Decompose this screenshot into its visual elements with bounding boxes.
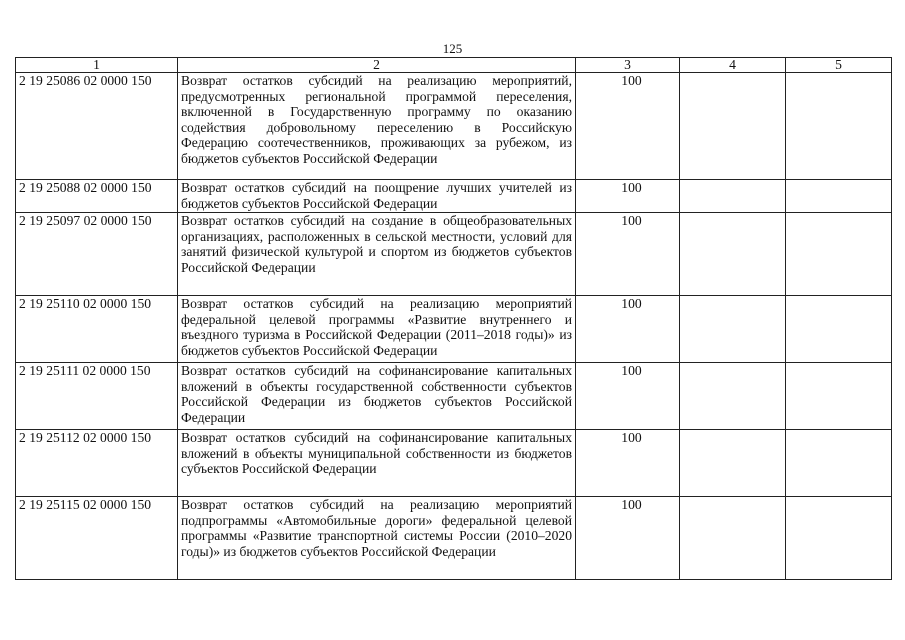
budget-table — [15, 57, 892, 580]
amount-value: 100 — [621, 180, 642, 195]
amount-cell — [576, 363, 680, 430]
empty-cell-col5 — [786, 180, 892, 213]
column-header-1: 1 — [16, 58, 178, 73]
row-description: Возврат остатков субсидий на реализацию мероприятий подпрограммы «Автомобильные дороги» федеральной целевой программы «Развитие транспортной системы России (2010–2020 годы)» из бюджетов субъектов Российской Федерации — [178, 497, 576, 580]
table-row — [16, 363, 892, 430]
amount-cell — [576, 430, 680, 497]
row-description: Возврат остатков субсидий на софинансирование капитальных вложений в объекты муниципальной собственности из бюджетов субъектов Российской Федерации — [178, 430, 576, 497]
empty-cell-col4 — [680, 430, 786, 497]
column-header-4: 4 — [680, 58, 786, 73]
budget-code: 2 19 25110 02 0000 150 — [16, 296, 178, 363]
table-row — [16, 430, 892, 497]
column-header-2: 2 — [178, 58, 576, 73]
empty-cell-col5 — [786, 213, 892, 296]
empty-cell-col4 — [680, 213, 786, 296]
amount-cell — [576, 296, 680, 363]
table-row — [16, 497, 892, 580]
amount-value: 100 — [621, 497, 642, 512]
amount-value: 100 — [621, 213, 642, 228]
empty-cell-col4 — [680, 73, 786, 180]
amount-cell — [576, 497, 680, 580]
empty-cell-col4 — [680, 296, 786, 363]
amount-cell — [576, 73, 680, 180]
budget-code: 2 19 25097 02 0000 150 — [16, 213, 178, 296]
row-description: Возврат остатков субсидий на софинансирование капитальных вложений в объекты государственной собственности субъектов Российской Федерации из бюджетов субъектов Российской Федерации — [178, 363, 576, 430]
column-header-3: 3 — [576, 58, 680, 73]
empty-cell-col5 — [786, 363, 892, 430]
empty-cell-col5 — [786, 497, 892, 580]
budget-code: 2 19 25115 02 0000 150 — [16, 497, 178, 580]
empty-cell-col4 — [680, 180, 786, 213]
column-header-5: 5 — [786, 58, 892, 73]
budget-code: 2 19 25088 02 0000 150 — [16, 180, 178, 213]
table-row — [16, 73, 892, 180]
empty-cell-col4 — [680, 363, 786, 430]
empty-cell-col5 — [786, 73, 892, 180]
budget-code: 2 19 25112 02 0000 150 — [16, 430, 178, 497]
amount-cell — [576, 180, 680, 213]
table-row — [16, 180, 892, 213]
budget-code: 2 19 25111 02 0000 150 — [16, 363, 178, 430]
row-description: Возврат остатков субсидий на реализацию мероприятий федеральной целевой программы «Развитие внутреннего и въездного туризма в Российской Федерации (2011–2018 годы)» из бюджетов субъектов Российской Федерации — [178, 296, 576, 363]
amount-value: 100 — [621, 73, 642, 88]
amount-value: 100 — [621, 296, 642, 311]
table-row — [16, 296, 892, 363]
row-description: Возврат остатков субсидий на реализацию мероприятий, предусмотренных региональной программой переселения, включенной в Государственную программу по оказанию содействия добровольному переселению в Российскую Федерацию соотечественников, проживающих за рубежом, из бюджетов субъектов Российской Федерации — [178, 73, 576, 180]
empty-cell-col5 — [786, 430, 892, 497]
amount-cell — [576, 213, 680, 296]
budget-code: 2 19 25086 02 0000 150 — [16, 73, 178, 180]
page-number: 125 — [442, 41, 463, 56]
empty-cell-col5 — [786, 296, 892, 363]
header-row — [16, 58, 892, 73]
row-description: Возврат остатков субсидий на создание в общеобразовательных организациях, расположенных в сельской местности, условий для занятий физической культурой и спортом из бюджетов субъектов Российской Федерации — [178, 213, 576, 296]
amount-value: 100 — [621, 430, 642, 445]
amount-value: 100 — [621, 363, 642, 378]
table-row — [16, 213, 892, 296]
row-description: Возврат остатков субсидий на поощрение лучших учителей из бюджетов субъектов Российской Федерации — [178, 180, 576, 213]
empty-cell-col4 — [680, 497, 786, 580]
